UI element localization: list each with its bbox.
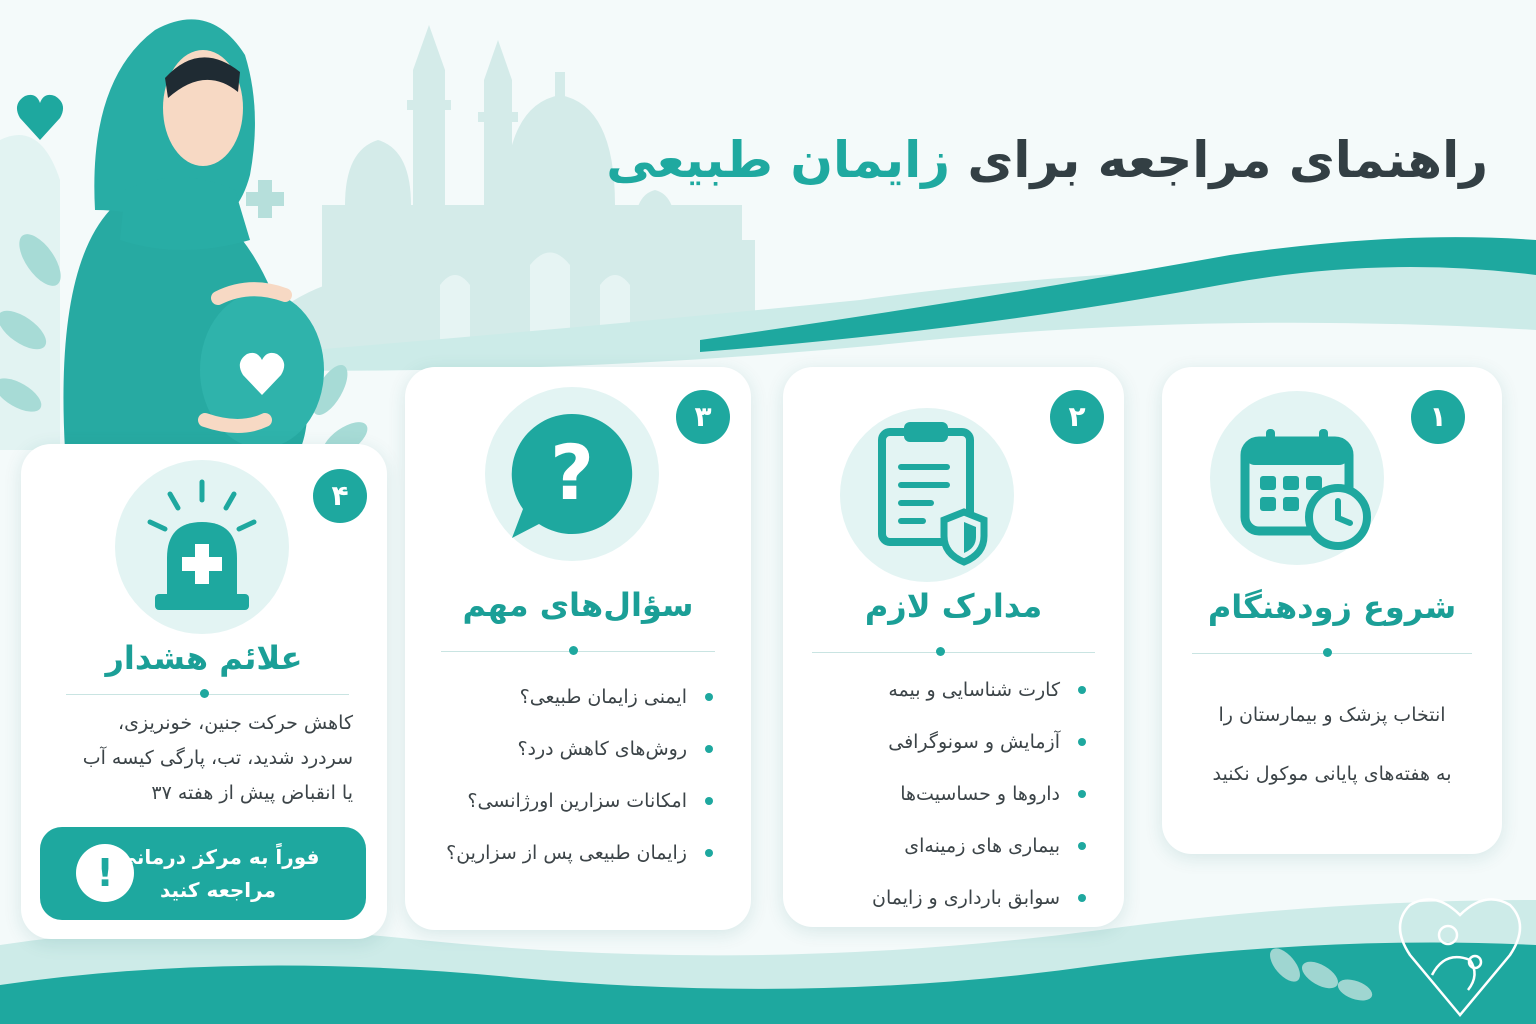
list-item: زایمان طبیعی پس از سزارین؟ [446, 838, 717, 890]
heart-icon [17, 95, 63, 140]
icon-circle [1210, 391, 1384, 565]
card-early-start [1162, 367, 1502, 854]
icon-circle [485, 387, 659, 561]
divider [812, 652, 1095, 653]
list-item: کارت شناسایی و بیمه [872, 675, 1090, 727]
list-item: ایمنی زایمان طبیعی؟ [446, 682, 717, 734]
cta-line: فوراً به مرکز درمانی [116, 845, 320, 869]
list-item: سوابق بارداری و زایمان [872, 883, 1090, 935]
list-item: آزمایش و سونوگرافی [872, 727, 1090, 779]
divider-dot [200, 689, 209, 698]
card-text-line: یا انقباض پیش از هفته ۳۷ [151, 782, 353, 804]
card-title: شروع زودهنگام [1207, 588, 1457, 626]
go-to-medical-center-button[interactable] [40, 827, 366, 920]
icon-circle [840, 408, 1014, 582]
siren-icon [115, 460, 289, 634]
card-text-line: انتخاب پزشک و بیمارستان را [1218, 704, 1446, 726]
divider [1192, 653, 1472, 654]
divider-dot [569, 646, 578, 655]
svg-text:?: ? [549, 428, 595, 517]
question-bubble-icon [485, 387, 659, 561]
step-badge: ۲ [1050, 390, 1104, 444]
pregnant-woman-illustration [63, 19, 324, 450]
card-title: سؤال‌های مهم [462, 586, 694, 624]
list-item: امکانات سزارین اورژانسی؟ [446, 786, 717, 838]
page-title [606, 128, 1488, 192]
card-text-line: سردرد شدید، تب، پارگی کیسه آب [82, 747, 353, 769]
list-item: روش‌های کاهش درد؟ [446, 734, 717, 786]
documents-list [872, 675, 1090, 935]
calendar-clock-icon [1210, 391, 1384, 565]
divider [441, 651, 715, 652]
title-part-2: زایمان طبیعی [606, 131, 951, 189]
exclamation-icon: ! [76, 844, 134, 902]
divider-dot [1323, 648, 1332, 657]
icon-circle [115, 460, 289, 634]
step-badge: ۳ [676, 390, 730, 444]
card-title: علائم هشدار [105, 639, 303, 677]
divider-dot [936, 647, 945, 656]
card-text-line: به هفته‌های پایانی موکول نکنید [1212, 763, 1452, 785]
title-part-1: راهنمای مراجعه برای [967, 131, 1488, 189]
card-text-line: کاهش حرکت جنین، خونریزی، [117, 712, 353, 734]
step-badge: ۱ [1411, 390, 1465, 444]
card-important-questions [405, 367, 751, 930]
clipboard-shield-icon [840, 408, 1014, 582]
list-item: داروها و حساسیت‌ها [872, 779, 1090, 831]
card-title: مدارک لازم [864, 587, 1043, 625]
cta-line: مراجعه کنید [160, 878, 276, 902]
cross-icon [246, 180, 284, 218]
step-badge: ۴ [313, 469, 367, 523]
card-required-documents [783, 367, 1124, 927]
questions-list [446, 682, 717, 890]
cta-label [110, 841, 326, 907]
list-item: بیماری های زمینه‌ای [872, 831, 1090, 883]
